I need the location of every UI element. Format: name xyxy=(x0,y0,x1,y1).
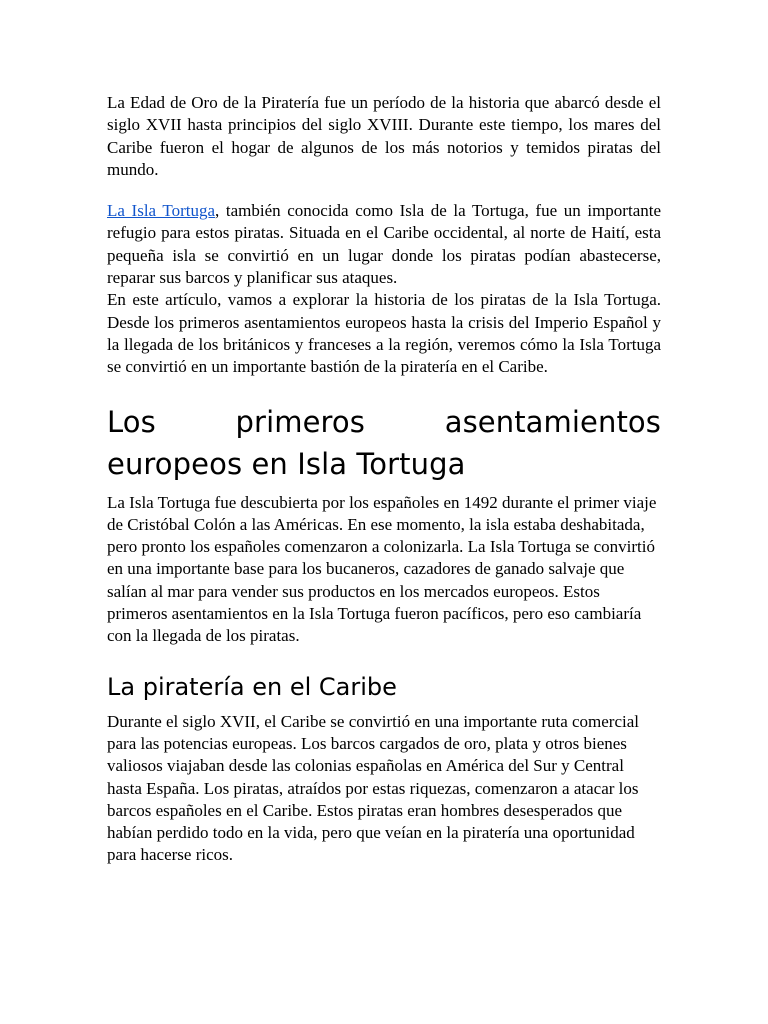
article-overview-paragraph: En este artículo, vamos a explorar la historia de los piratas de la Isla Tortuga. Desde los primeros asentamientos europeos hasta la crisis del Imperio Español y la llegada de los británicos y franceses a la región, veremos cómo la Isla Tortuga se convirtió en un importante bastión de la piratería en el Caribe. xyxy=(107,290,661,377)
document-page xyxy=(107,92,661,867)
piracy-paragraph: Durante el siglo XVII, el Caribe se convirtió en una importante ruta comercial para las potencias europeas. Los barcos cargados de oro, plata y otros bienes valiosos viajaban desde las colonias españolas en América del Sur y Central hasta España. Los piratas, atraídos por estas riquezas, comenzaron a atacar los barcos españoles en el Caribe. Estos piratas eran hombres desesperados que habían perdido todo en la vida, pero que veían en la piratería una oportunidad para hacerse ricos. xyxy=(107,711,640,865)
section-heading-settlements: Los primeros asentamientos europeos en Isla Tortuga xyxy=(107,404,661,481)
isla-tortuga-link[interactable]: La Isla Tortuga xyxy=(107,201,216,221)
intro-paragraph: La Edad de Oro de la Piratería fue un período de la historia que abarcó desde el siglo XVII hasta principios del siglo XVIII. Durante este tiempo, los mares del Caribe fueron el hogar de algunos de los más notorios y temidos piratas del mundo. xyxy=(107,93,661,179)
settlements-paragraph: La Isla Tortuga fue descubierta por los españoles en 1492 durante el primer viaje de Cristóbal Colón a las Américas. En ese momento, la isla estaba deshabitada, pero pronto los españoles comenzaron a colonizarla. La Isla Tortuga se convirtió en una importante base para los bucaneros, cazadores de ganado salvaje que salían al mar para vender sus productos en los mercados europeos. Estos primeros asentamientos en la Isla Tortuga fueron pacíficos, pero eso cambiaría con la llegada de los piratas. xyxy=(107,492,657,646)
tortuga-intro-text: , también conocida como Isla de la Tortuga, fue un importante refugio para estos piratas. Situada en el Caribe occidental, al norte de Haití, esta pequeña isla se convirtió en un lugar donde los piratas podían abastecerse, reparar sus barcos y planificar sus ataques. xyxy=(107,201,662,288)
tortuga-intro-paragraph xyxy=(107,200,661,289)
section-heading-piracy: La piratería en el Caribe xyxy=(107,672,397,701)
